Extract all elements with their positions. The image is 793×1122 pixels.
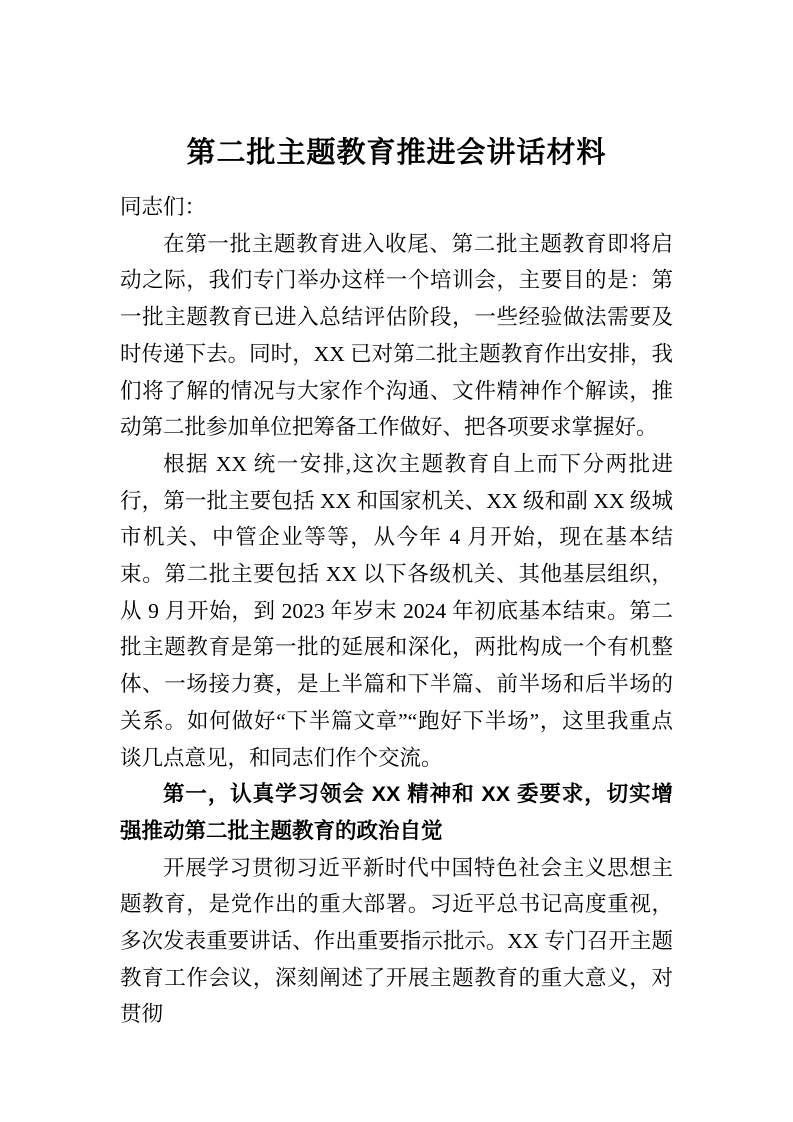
section-1-paragraph: 开展学习贯彻习近平新时代中国特色社会主义思想主题教育，是党作出的重大部署。习近平总书记高度重视，多次发表重要讲话、作出重要指示批示。XX 专门召开主题教育工作会议，深刻阐述了开展主题教育的重大意义，对贯彻: [120, 855, 673, 1027]
document-title: 第二批主题教育推进会讲话材料: [186, 137, 607, 169]
paragraph-arrangement: 根据 XX 统一安排,这次主题教育自上而下分两批进行，第一批主要包括 XX 和国家机关、XX 级和副 XX 级城市机关、中管企业等等，从今年 4 月开始，现在基本结束。第二批主要包括 XX 以下各级机关、其他基层组织，从 9 月开始，到 2023 年岁末 2024 年初底基本结束。第二批主题教育是第一批的延展和深化，两批构成一个有机整体、一场接力赛，是上半篇和下半篇、前半场和后半场的关系。如何做好“下半篇文章”“跑好下半场”，这里我重点谈几点意见，和同志们作个交流。: [120, 451, 673, 770]
section-1-heading: 第一，认真学习领会 XX 精神和 XX 委要求，切实增强推动第二批主题教育的政治自觉: [120, 782, 673, 843]
paragraph-opening: 在第一批主题教育进入收尾、第二批主题教育即将启动之际，我们专门举办这样一个培训会，主要目的是：第一批主题教育已进入总结评估阶段，一些经验做法需要及时传递下去。同时，XX 已对第二批主题教育作出安排，我们将了解的情况与大家作个沟通、文件精神作个解读，推动第二批参加单位把筹备工作做好、把各项要求掌握好。: [120, 231, 673, 440]
salutation: 同志们：: [120, 195, 207, 219]
